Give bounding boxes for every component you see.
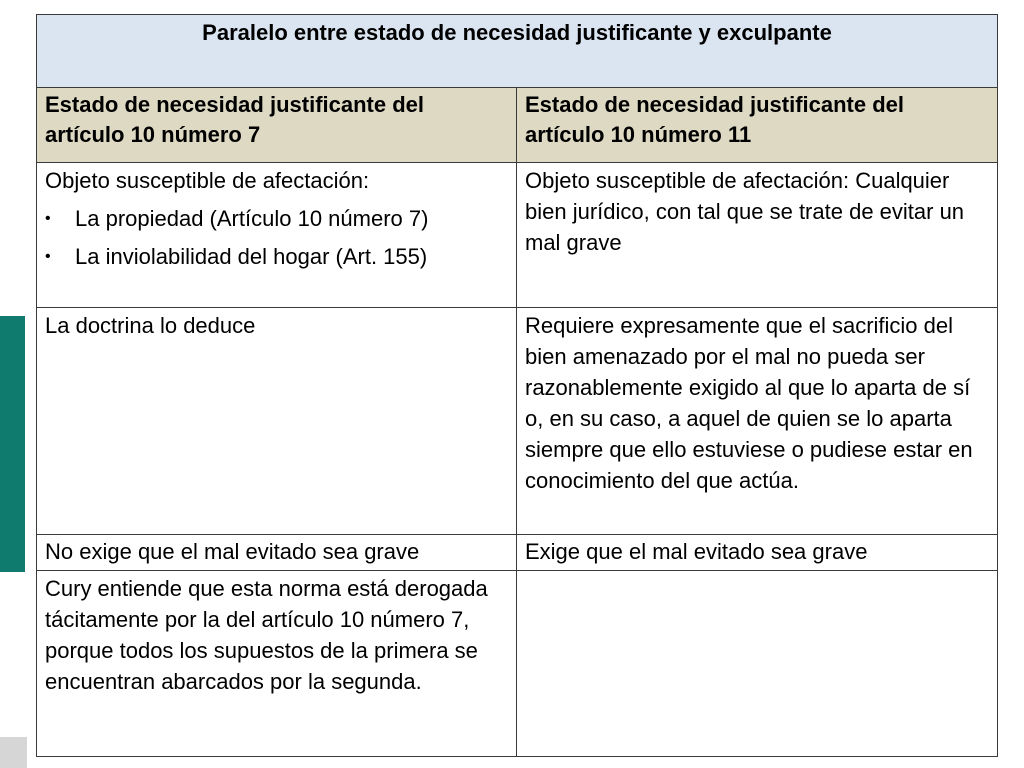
corner-mark (0, 737, 27, 768)
bullet-item (45, 200, 508, 238)
table-row (37, 163, 998, 308)
cell-right: Requiere expresamente que el sacrificio del bien amenazado por el mal no pueda ser razonablemente exigido al que lo aparta de sí o, en su caso, a aquel de quien se lo aparta siempre que ello estuviese o pudiese estar en conocimiento del que actúa. (517, 308, 998, 535)
cell-left: Cury entiende que esta norma está derogada tácitamente por la del artículo 10 número 7, porque todos los supuestos de la primera se encuentran abarcados por la segunda. (37, 571, 517, 757)
cell-left (37, 163, 517, 308)
cell-left: No exige que el mal evitado sea grave (37, 535, 517, 571)
table-row (37, 535, 998, 571)
accent-bar (0, 316, 25, 572)
bullet-item (45, 238, 508, 276)
cell-right (517, 571, 998, 757)
bullet-text: La inviolabilidad del hogar (Art. 155) (75, 244, 428, 269)
table-title: Paralelo entre estado de necesidad justificante y exculpante (37, 15, 998, 88)
table-row (37, 571, 998, 757)
cell-right: Objeto susceptible de afectación: Cualquier bien jurídico, con tal que se trate de evitar un mal grave (517, 163, 998, 308)
table-header-row (37, 88, 998, 163)
cell-left: La doctrina lo deduce (37, 308, 517, 535)
bullet-text: La propiedad (Artículo 10 número 7) (75, 206, 429, 231)
bullet-icon: • (45, 248, 51, 265)
cell-intro: Objeto susceptible de afectación: (45, 168, 370, 193)
bullet-icon: • (45, 210, 51, 227)
comparison-table (36, 14, 998, 757)
table-title-row (37, 15, 998, 88)
header-left: Estado de necesidad justificante del artículo 10 número 7 (37, 88, 517, 163)
cell-right: Exige que el mal evitado sea grave (517, 535, 998, 571)
table-row (37, 308, 998, 535)
header-right: Estado de necesidad justificante del artículo 10 número 11 (517, 88, 998, 163)
bullet-list (45, 200, 508, 276)
